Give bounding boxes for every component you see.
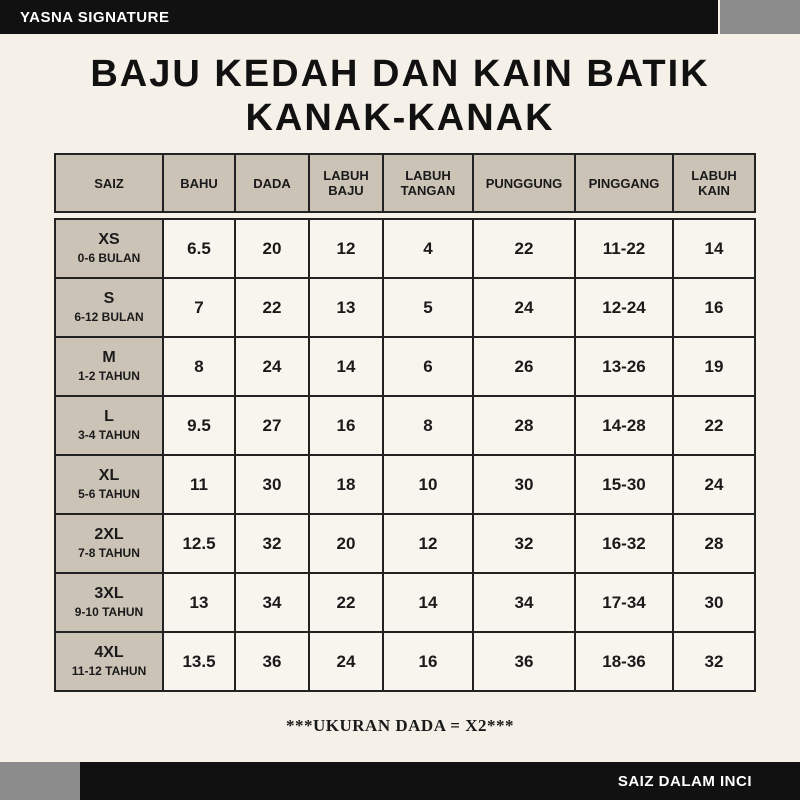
bottom-banner (80, 762, 800, 800)
measurement-cell-labuh-kain: 19 (672, 338, 754, 395)
measurement-cell-dada: 27 (234, 397, 308, 454)
measurement-cell-bahu: 13.5 (162, 633, 234, 690)
measurement-cell-bahu: 12.5 (162, 515, 234, 572)
title-line-2: KANAK-KANAK (245, 97, 555, 139)
column-header (672, 155, 754, 211)
measurement-cell-labuh-baju: 24 (308, 633, 382, 690)
measurement-cell-labuh-baju: 14 (308, 338, 382, 395)
measurement-cell-labuh-kain: 30 (672, 574, 754, 631)
measurement-cell-labuh-baju: 16 (308, 397, 382, 454)
size-label: 4XL (94, 643, 124, 661)
title-line-1: BAJU KEDAH DAN KAIN BATIK (90, 53, 710, 95)
table-row (56, 513, 754, 572)
measurement-cell-punggung: 34 (472, 574, 574, 631)
measurement-cell-labuh-kain: 22 (672, 397, 754, 454)
measurement-cell-labuh-tangan: 10 (382, 456, 472, 513)
table-row (56, 631, 754, 690)
measurement-cell-punggung: 30 (472, 456, 574, 513)
size-cell (56, 574, 162, 631)
chest-note: ***UKURAN DADA = X2*** (286, 716, 514, 735)
measurement-cell-pinggang: 11-22 (574, 220, 672, 277)
age-label: 6-12 BULAN (74, 309, 144, 324)
measurement-cell-punggung: 36 (472, 633, 574, 690)
measurement-cell-bahu: 8 (162, 338, 234, 395)
column-header (308, 155, 382, 211)
table-row (56, 220, 754, 277)
column-header-line: SAIZ (94, 175, 124, 191)
measurement-cell-labuh-tangan: 5 (382, 279, 472, 336)
measurement-cell-labuh-baju: 22 (308, 574, 382, 631)
column-header-line: LABUH (691, 168, 737, 183)
brand-name: YASNA SIGNATURE (20, 9, 170, 26)
measurement-cell-dada: 30 (234, 456, 308, 513)
page-title (0, 52, 800, 140)
table-row (56, 336, 754, 395)
measurement-cell-labuh-tangan: 4 (382, 220, 472, 277)
column-header-line: LABUH (323, 168, 369, 183)
size-label: M (102, 348, 116, 366)
column-header (574, 155, 672, 211)
measurement-cell-labuh-kain: 28 (672, 515, 754, 572)
column-header (234, 155, 308, 211)
measurement-cell-labuh-tangan: 6 (382, 338, 472, 395)
measurement-cell-labuh-baju: 20 (308, 515, 382, 572)
column-header (56, 155, 162, 211)
size-label: XS (98, 230, 120, 248)
column-header (472, 155, 574, 211)
age-label: 1-2 TAHUN (78, 368, 140, 383)
size-cell (56, 633, 162, 690)
measurement-cell-bahu: 6.5 (162, 220, 234, 277)
measurement-cell-pinggang: 14-28 (574, 397, 672, 454)
measurement-cell-labuh-kain: 32 (672, 633, 754, 690)
measurement-cell-labuh-tangan: 16 (382, 633, 472, 690)
table-row (56, 395, 754, 454)
measurement-cell-labuh-baju: 13 (308, 279, 382, 336)
column-header-line: PINGGANG (588, 175, 660, 191)
age-label: 5-6 TAHUN (78, 486, 140, 501)
table-row (56, 572, 754, 631)
size-cell (56, 515, 162, 572)
measurement-cell-labuh-kain: 14 (672, 220, 754, 277)
size-table (54, 218, 756, 692)
measurement-cell-labuh-baju: 18 (308, 456, 382, 513)
size-cell (56, 456, 162, 513)
measurement-cell-pinggang: 16-32 (574, 515, 672, 572)
table-row (56, 277, 754, 336)
unit-note: SAIZ DALAM INCI (617, 773, 752, 790)
measurement-cell-punggung: 22 (472, 220, 574, 277)
measurement-cell-pinggang: 12-24 (574, 279, 672, 336)
size-label: S (103, 289, 115, 307)
measurement-cell-punggung: 32 (472, 515, 574, 572)
measurement-cell-labuh-baju: 12 (308, 220, 382, 277)
measurement-cell-bahu: 7 (162, 279, 234, 336)
measurement-cell-punggung: 28 (472, 397, 574, 454)
measurement-cell-pinggang: 13-26 (574, 338, 672, 395)
size-label: L (104, 407, 114, 425)
measurement-cell-dada: 24 (234, 338, 308, 395)
column-header-line: BAJU (328, 183, 364, 198)
top-banner (0, 0, 718, 34)
measurement-cell-dada: 34 (234, 574, 308, 631)
age-label: 3-4 TAHUN (78, 427, 140, 442)
size-label: 2XL (94, 525, 124, 543)
measurement-cell-dada: 32 (234, 515, 308, 572)
size-cell (56, 220, 162, 277)
column-header (162, 155, 234, 211)
measurement-cell-dada: 36 (234, 633, 308, 690)
size-cell (56, 397, 162, 454)
age-label: 7-8 TAHUN (78, 545, 140, 560)
measurement-cell-pinggang: 15-30 (574, 456, 672, 513)
measurement-cell-dada: 20 (234, 220, 308, 277)
table-row (56, 454, 754, 513)
column-header-line: KAIN (698, 183, 730, 198)
measurement-cell-labuh-tangan: 8 (382, 397, 472, 454)
column-header-line: BAHU (180, 175, 218, 191)
size-cell (56, 279, 162, 336)
measurement-cell-labuh-tangan: 14 (382, 574, 472, 631)
size-label: XL (98, 466, 120, 484)
measurement-cell-bahu: 13 (162, 574, 234, 631)
measurement-cell-punggung: 24 (472, 279, 574, 336)
measurement-cell-labuh-tangan: 12 (382, 515, 472, 572)
column-header-line: DADA (253, 175, 291, 191)
table-header (54, 153, 756, 213)
top-corner-block (720, 0, 800, 34)
age-label: 9-10 TAHUN (74, 604, 144, 619)
size-label: 3XL (94, 584, 124, 602)
measurement-cell-bahu: 11 (162, 456, 234, 513)
column-header-line: PUNGGUNG (485, 175, 563, 191)
measurement-cell-pinggang: 18-36 (574, 633, 672, 690)
column-header-line: TANGAN (400, 183, 456, 198)
measurement-cell-labuh-kain: 16 (672, 279, 754, 336)
measurement-cell-bahu: 9.5 (162, 397, 234, 454)
measurement-cell-labuh-kain: 24 (672, 456, 754, 513)
age-label: 0-6 BULAN (77, 250, 141, 265)
measurement-cell-dada: 22 (234, 279, 308, 336)
column-header-line: LABUH (405, 168, 451, 183)
measurement-cell-punggung: 26 (472, 338, 574, 395)
age-label: 11-12 TAHUN (71, 663, 147, 678)
column-header (382, 155, 472, 211)
size-cell (56, 338, 162, 395)
bottom-corner-block (0, 762, 80, 800)
measurement-cell-pinggang: 17-34 (574, 574, 672, 631)
